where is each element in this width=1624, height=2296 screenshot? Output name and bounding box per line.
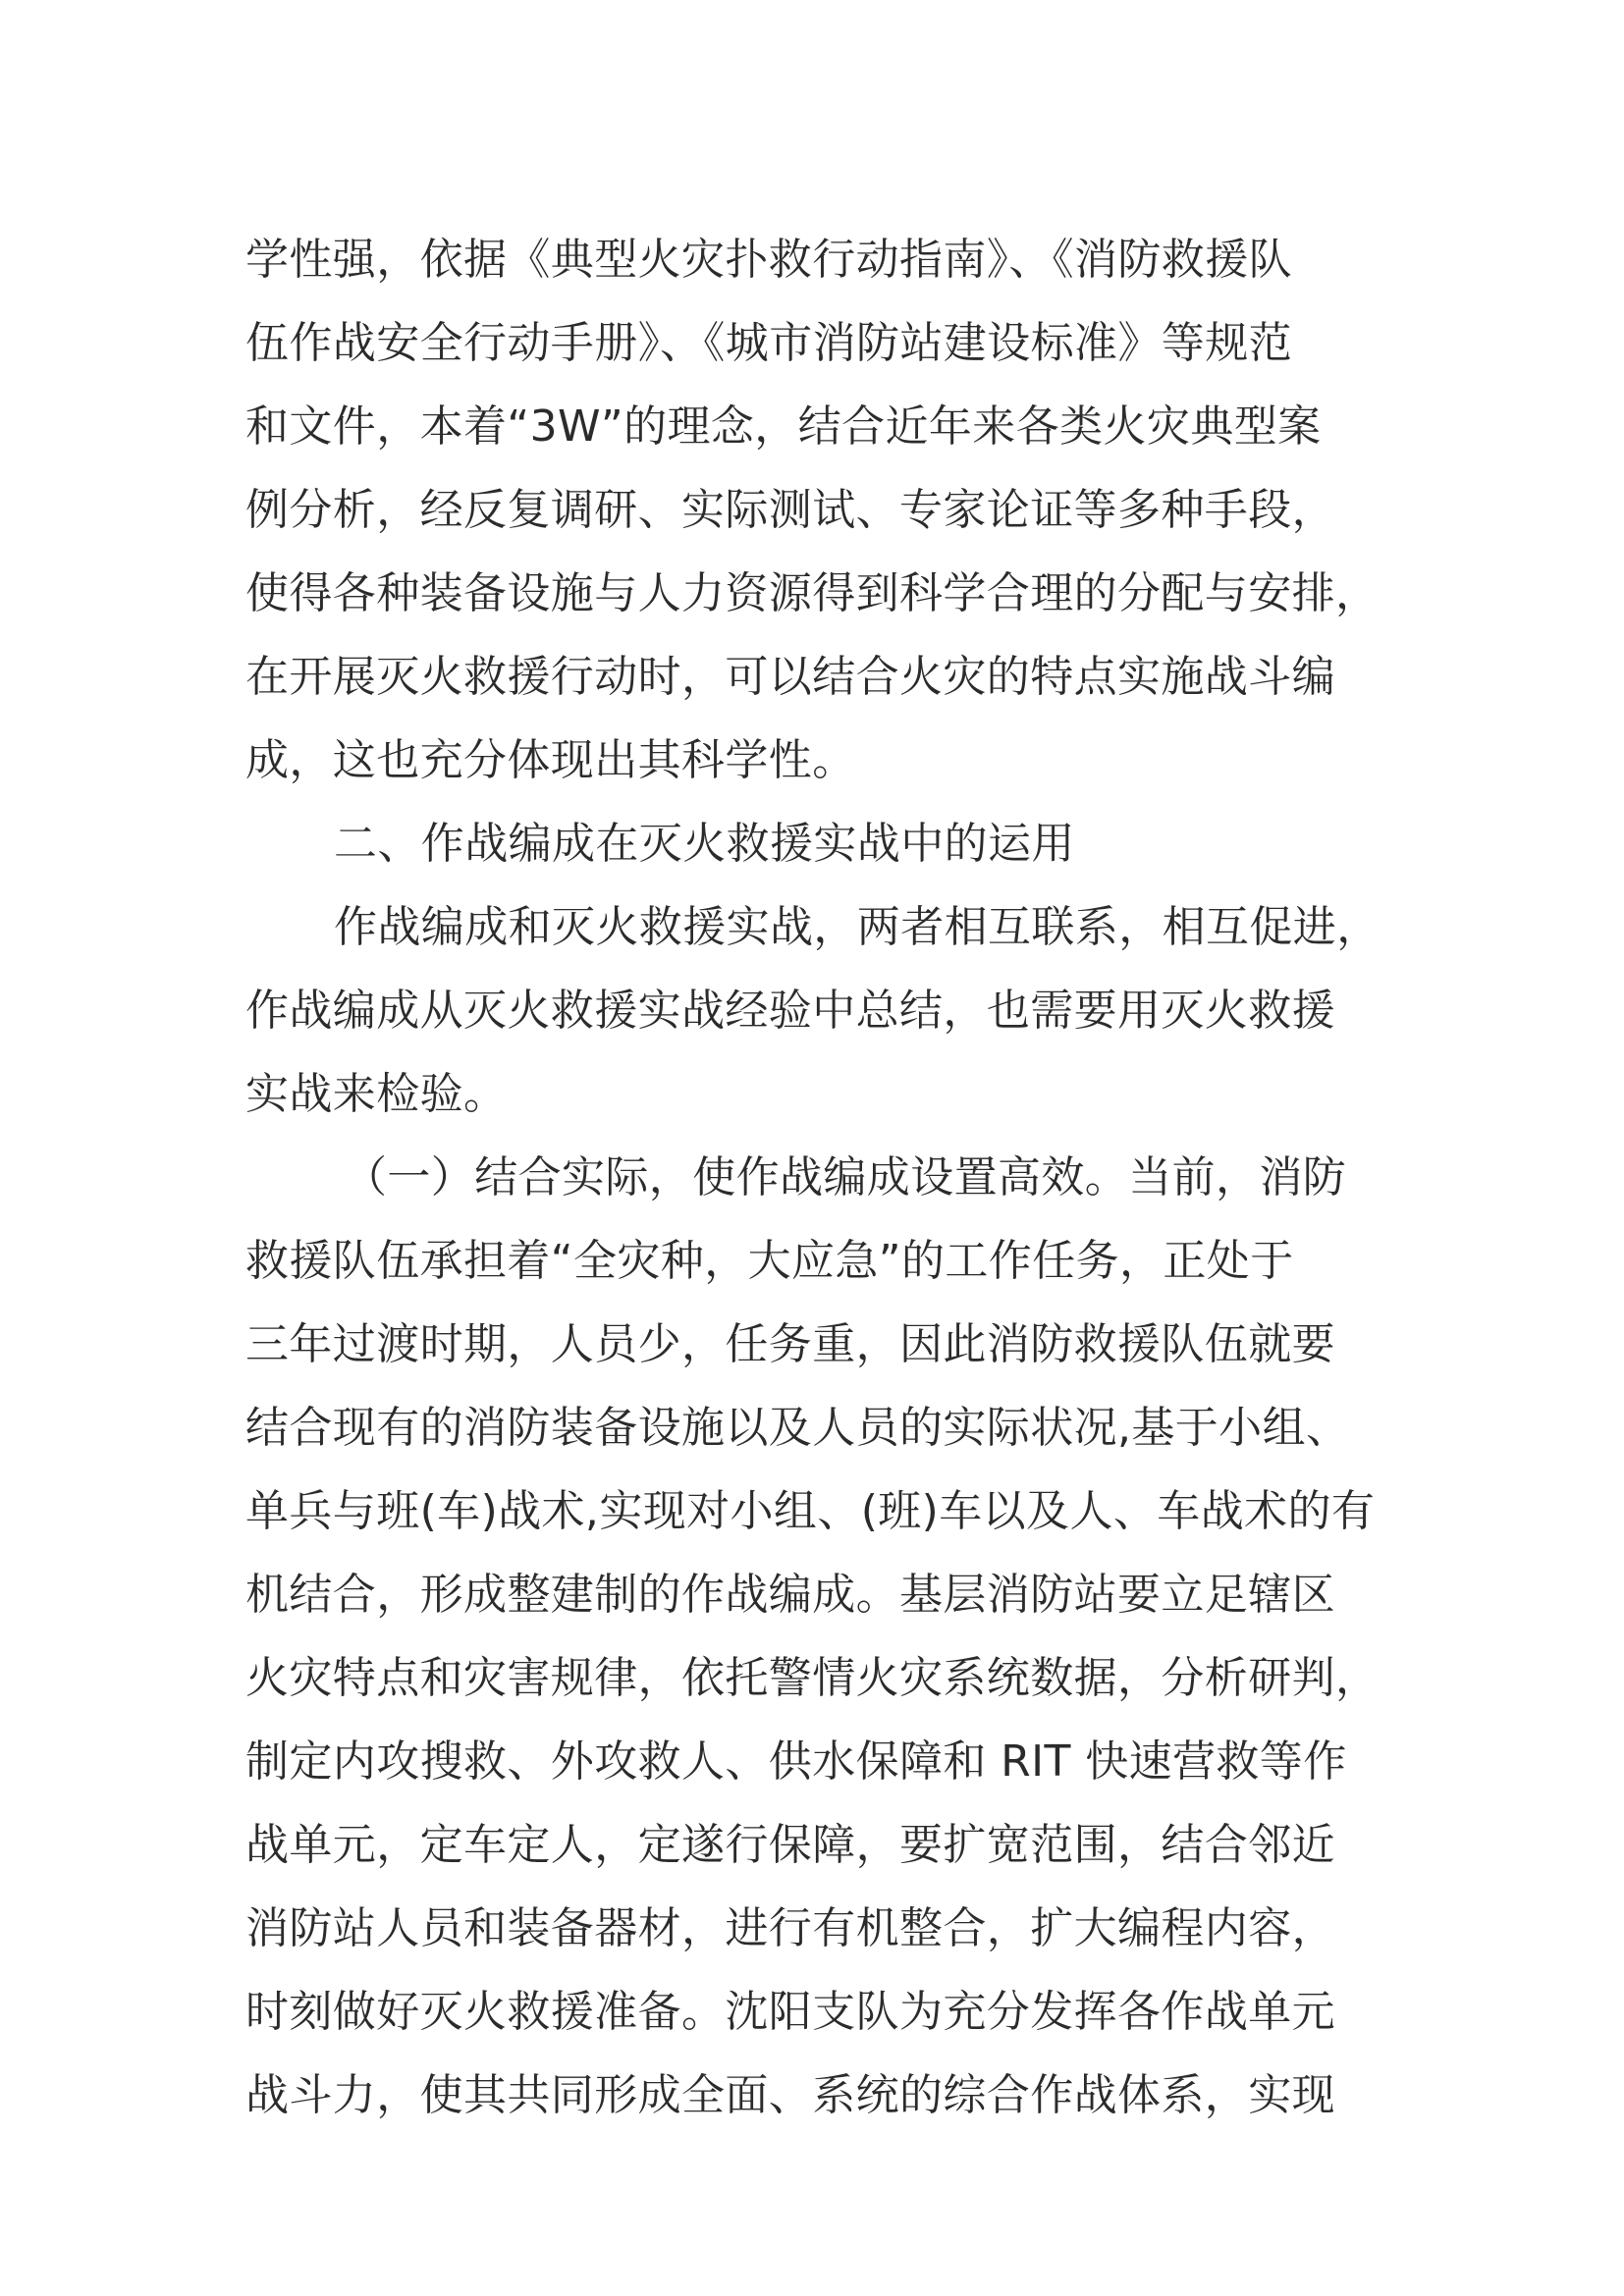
text-line: 救援队伍承担着“全灾种，大应急”的工作任务，正处于 [245, 1236, 1294, 1286]
text-line: 战单元，定车定人，定遂行保障，要扩宽范围，结合邻近 [245, 1820, 1335, 1870]
text-line: 成，这也充分体现出其科学性。 [245, 735, 856, 785]
subsection-line: （一）结合实际，使作战编成设置高效。当前，消防 [344, 1152, 1347, 1202]
text-line: 使得各种装备设施与人力资源得到科学合理的分配与安排， [245, 568, 1380, 618]
text-line: 单兵与班(车)战术,实现对小组、(班)车以及人、车战术的有 [245, 1486, 1376, 1536]
text-line: 战斗力，使其共同形成全面、系统的综合作战体系，实现 [245, 2070, 1335, 2120]
text-line: 作战编成和灭火救援实战，两者相互联系，相互促进， [334, 902, 1380, 952]
text-line: 火灾特点和灾害规律，依托警情火灾系统数据，分析研判， [245, 1653, 1380, 1703]
section-heading: 二、作战编成在灭火救援实战中的运用 [334, 819, 1075, 869]
text-line: 学性强，依据《典型火灾扑救行动指南》、《消防救援队 [245, 235, 1292, 285]
text-line: 作战编成从灭火救援实战经验中总结，也需要用灭火救援 [245, 986, 1335, 1036]
text-line: 时刻做好灭火救援准备。沈阳支队为充分发挥各作战单元 [245, 1987, 1335, 2037]
text-line: 机结合，形成整建制的作战编成。基层消防站要立足辖区 [245, 1570, 1335, 1620]
text-line: 例分析，经反复调研、实际测试、专家论证等多种手段， [245, 485, 1335, 535]
body-text [245, 218, 1414, 2137]
text-line: 制定内攻搜救、外攻救人、供水保障和 RIT 快速营救等作 [245, 1736, 1347, 1787]
text-line: 伍作战安全行动手册》、《城市消防站建设标准》等规范 [245, 318, 1292, 368]
text-line: 三年过渡时期，人员少，任务重，因此消防救援队伍就要 [245, 1319, 1335, 1369]
text-line: 在开展灭火救援行动时，可以结合火灾的特点实施战斗编 [245, 652, 1335, 702]
text-line: 实战来检验。 [245, 1069, 508, 1119]
text-line: 和文件，本着“3W”的理念，结合近年来各类火灾典型案 [245, 401, 1322, 452]
text-line: 消防站人员和装备器材，进行有机整合，扩大编程内容， [245, 1903, 1335, 1953]
text-line: 结合现有的消防装备设施以及人员的实际状况,基于小组、 [245, 1403, 1350, 1453]
